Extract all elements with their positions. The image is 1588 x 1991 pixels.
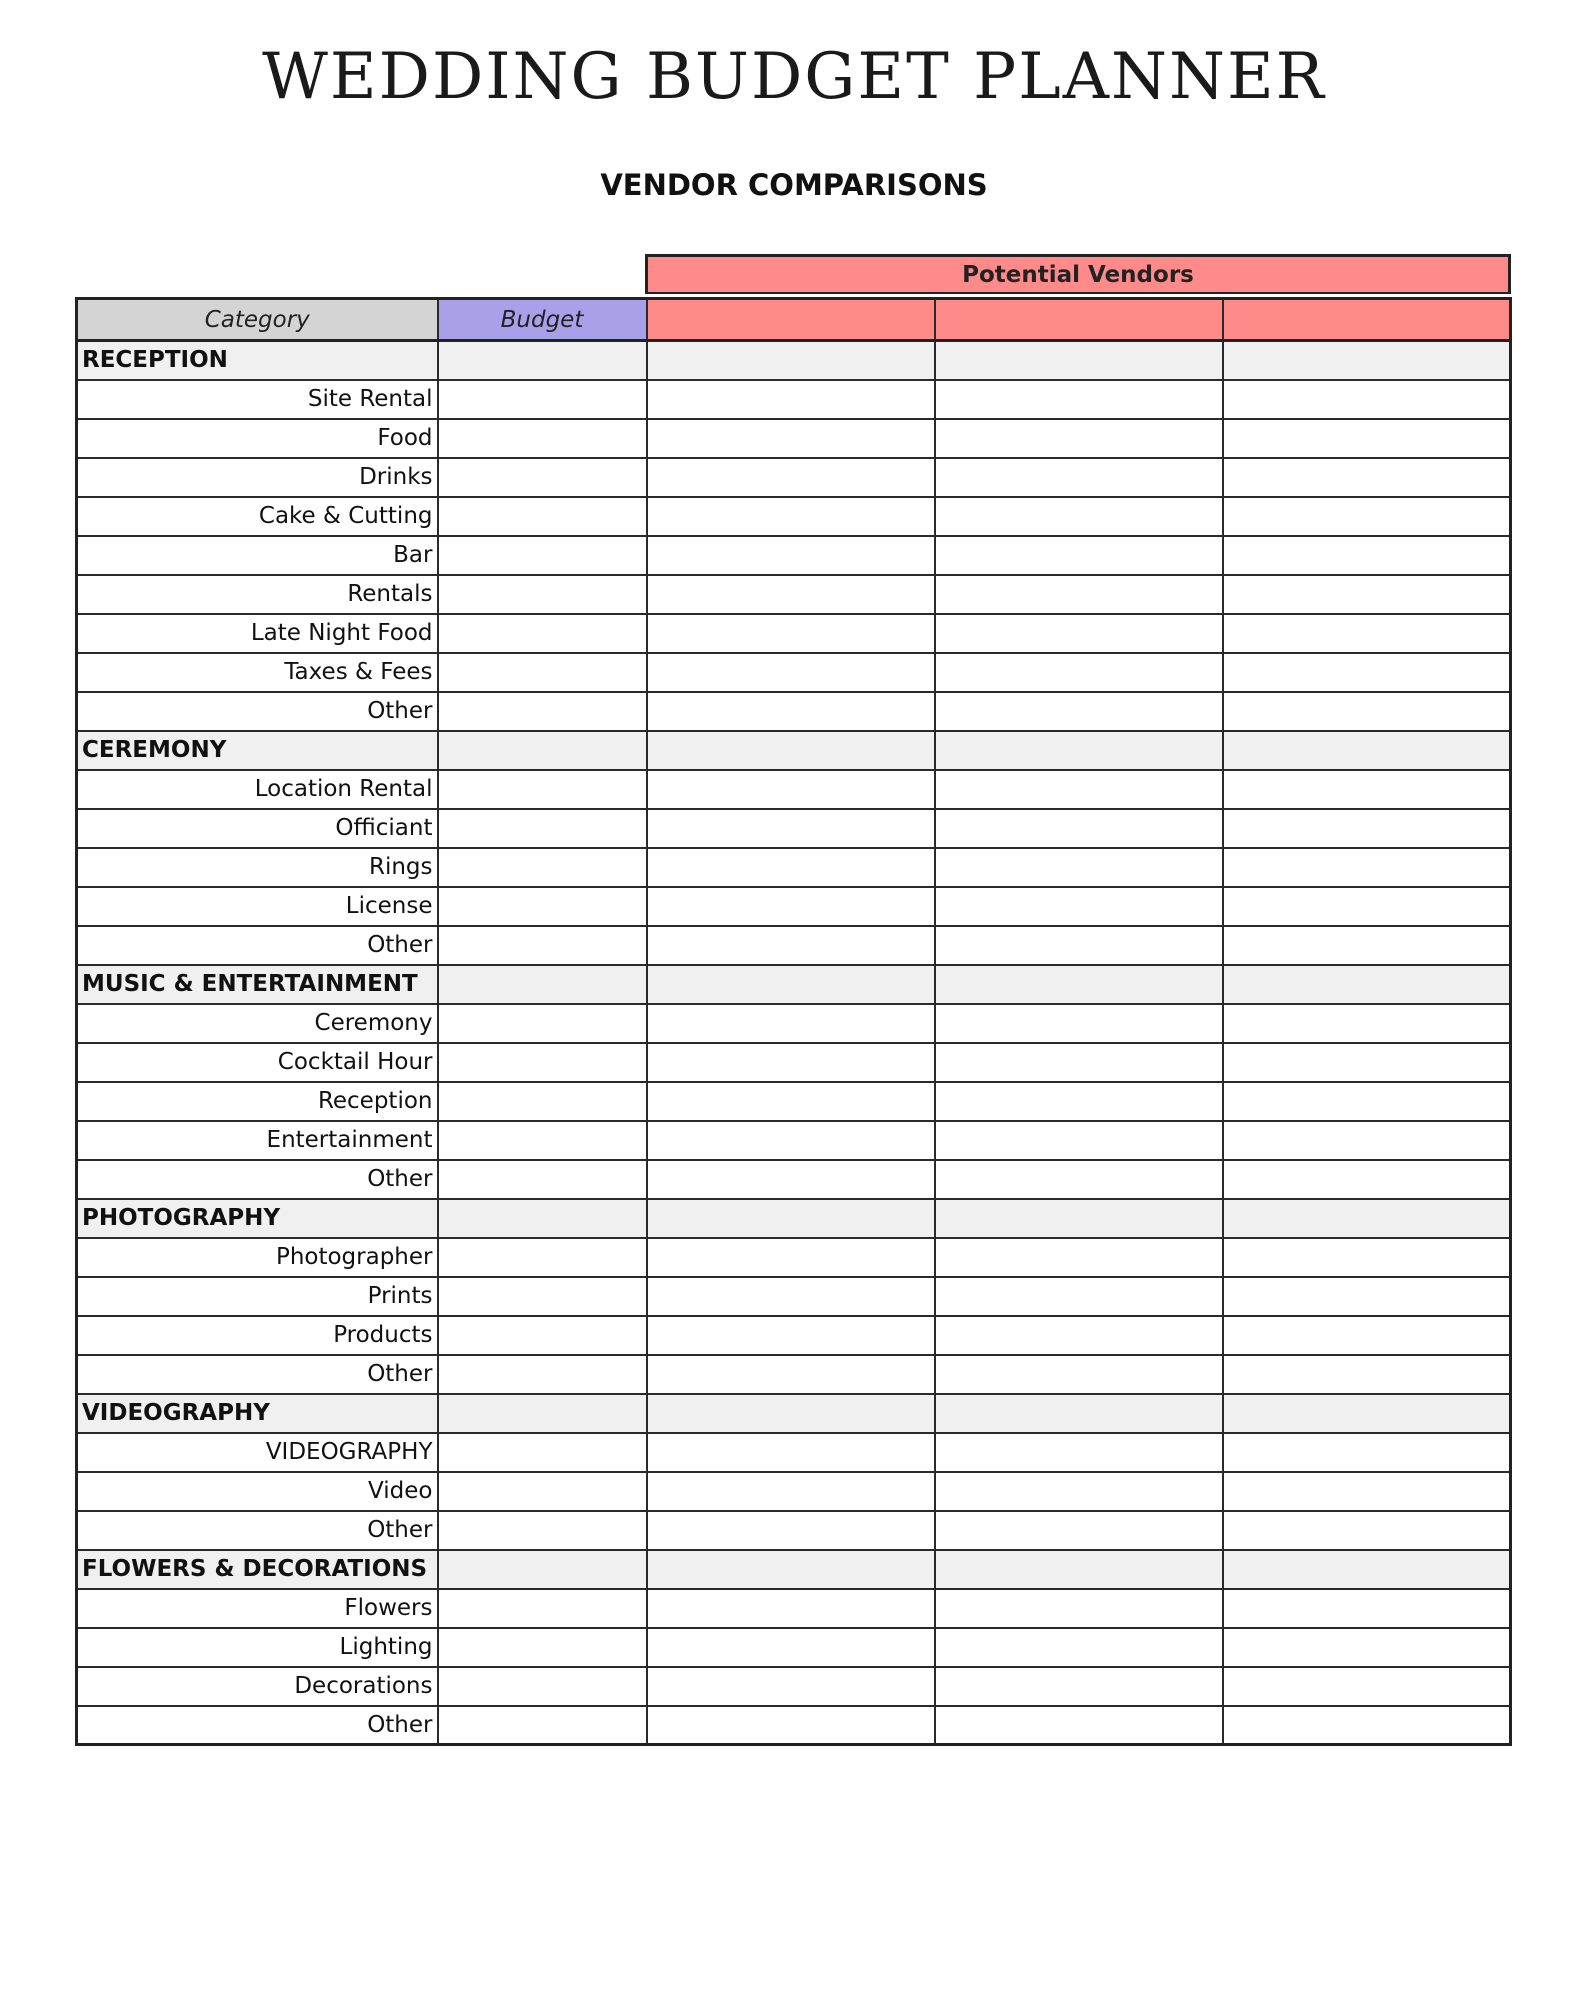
vendor-cell[interactable] xyxy=(647,1043,935,1082)
vendor-cell[interactable] xyxy=(935,1277,1223,1316)
vendor-cell[interactable] xyxy=(647,497,935,536)
item-label: Ceremony xyxy=(77,1004,438,1043)
vendor-cell[interactable] xyxy=(647,1277,935,1316)
vendor-cell[interactable] xyxy=(935,1667,1223,1706)
item-label: Prints xyxy=(77,1277,438,1316)
vendor-cell[interactable] xyxy=(647,809,935,848)
vendor-cell[interactable] xyxy=(1223,1589,1511,1628)
section-row xyxy=(77,1550,1511,1589)
vendor-cell[interactable] xyxy=(1223,1667,1511,1706)
vendor-cell[interactable] xyxy=(935,926,1223,965)
vendor-cell[interactable] xyxy=(935,1706,1223,1745)
item-label: Other xyxy=(77,1355,438,1394)
vendor-cell[interactable] xyxy=(647,1472,935,1511)
vendor-cell[interactable] xyxy=(1223,653,1511,692)
vendor-cell[interactable] xyxy=(1223,848,1511,887)
vendor-3-header[interactable] xyxy=(1223,299,1511,341)
item-label: Late Night Food xyxy=(77,614,438,653)
table-row xyxy=(77,614,1511,653)
table-row xyxy=(77,1706,1511,1745)
section-vendor-cell[interactable] xyxy=(1223,1199,1511,1238)
vendor-cell[interactable] xyxy=(935,1628,1223,1667)
vendor-1-header[interactable] xyxy=(647,299,935,341)
page-title: WEDDING BUDGET PLANNER xyxy=(262,40,1326,114)
budget-cell[interactable] xyxy=(438,458,647,497)
vendor-cell[interactable] xyxy=(1223,692,1511,731)
vendor-cell[interactable] xyxy=(647,1628,935,1667)
vendor-cell[interactable] xyxy=(1223,809,1511,848)
vendor-cell[interactable] xyxy=(935,1589,1223,1628)
vendor-cell[interactable] xyxy=(1223,1238,1511,1277)
vendor-cell[interactable] xyxy=(935,419,1223,458)
item-label: Drinks xyxy=(77,458,438,497)
table-row xyxy=(77,1043,1511,1082)
item-label: Flowers xyxy=(77,1589,438,1628)
table-row xyxy=(77,1667,1511,1706)
table-row xyxy=(77,809,1511,848)
vendor-cell[interactable] xyxy=(935,1472,1223,1511)
potential-vendors-header: Potential Vendors xyxy=(645,254,1511,294)
budget-cell[interactable] xyxy=(438,1355,647,1394)
section-vendor-cell[interactable] xyxy=(1223,341,1511,380)
vendor-cell[interactable] xyxy=(935,536,1223,575)
vendor-cell[interactable] xyxy=(647,575,935,614)
table-row xyxy=(77,497,1511,536)
section-vendor-cell[interactable] xyxy=(1223,731,1511,770)
section-vendor-cell[interactable] xyxy=(935,731,1223,770)
item-label: Other xyxy=(77,1160,438,1199)
item-label: Cocktail Hour xyxy=(77,1043,438,1082)
category-header: Category xyxy=(77,299,438,341)
item-label: License xyxy=(77,887,438,926)
section-vendor-cell[interactable] xyxy=(647,1199,935,1238)
budget-cell[interactable] xyxy=(438,575,647,614)
item-label: Video xyxy=(77,1472,438,1511)
item-label: Other xyxy=(77,1511,438,1550)
budget-cell[interactable] xyxy=(438,1043,647,1082)
budget-cell[interactable] xyxy=(438,497,647,536)
table-row xyxy=(77,770,1511,809)
section-budget-cell[interactable] xyxy=(438,1550,647,1589)
vendor-cell[interactable] xyxy=(935,1082,1223,1121)
table-row xyxy=(77,536,1511,575)
item-label: VIDEOGRAPHY xyxy=(77,1433,438,1472)
table-row xyxy=(77,1082,1511,1121)
vendor-cell[interactable] xyxy=(1223,1628,1511,1667)
item-label: Products xyxy=(77,1316,438,1355)
budget-header: Budget xyxy=(438,299,647,341)
item-label: Taxes & Fees xyxy=(77,653,438,692)
budget-cell[interactable] xyxy=(438,1433,647,1472)
item-label: Bar xyxy=(77,536,438,575)
vendor-cell[interactable] xyxy=(1223,536,1511,575)
vendor-cell[interactable] xyxy=(1223,1355,1511,1394)
section-budget-cell[interactable] xyxy=(438,965,647,1004)
table-row xyxy=(77,653,1511,692)
vendor-cell[interactable] xyxy=(935,614,1223,653)
vendor-cell[interactable] xyxy=(1223,497,1511,536)
section-vendor-cell[interactable] xyxy=(647,1394,935,1433)
item-label: Other xyxy=(77,692,438,731)
vendor-cell[interactable] xyxy=(935,653,1223,692)
vendor-cell[interactable] xyxy=(935,1433,1223,1472)
item-label: Decorations xyxy=(77,1667,438,1706)
budget-cell[interactable] xyxy=(438,1277,647,1316)
table-row xyxy=(77,419,1511,458)
section-label: MUSIC & ENTERTAINMENT xyxy=(77,965,438,1004)
section-vendor-cell[interactable] xyxy=(935,1394,1223,1433)
item-label: Other xyxy=(77,1706,438,1745)
vendor-cell[interactable] xyxy=(935,1160,1223,1199)
vendor-cell[interactable] xyxy=(1223,1511,1511,1550)
budget-grid xyxy=(75,254,1515,1894)
table-row xyxy=(77,458,1511,497)
table-body xyxy=(77,299,1511,1745)
vendor-cell[interactable] xyxy=(647,1160,935,1199)
budget-cell[interactable] xyxy=(438,1160,647,1199)
section-label: RECEPTION xyxy=(77,341,438,380)
budget-cell[interactable] xyxy=(438,419,647,458)
vendor-cell[interactable] xyxy=(647,536,935,575)
vendor-cell[interactable] xyxy=(647,770,935,809)
budget-cell[interactable] xyxy=(438,1238,647,1277)
budget-cell[interactable] xyxy=(438,887,647,926)
item-label: Rings xyxy=(77,848,438,887)
section-label: FLOWERS & DECORATIONS xyxy=(77,1550,438,1589)
vendor-cell[interactable] xyxy=(647,1316,935,1355)
section-budget-cell[interactable] xyxy=(438,731,647,770)
vendor-cell[interactable] xyxy=(647,926,935,965)
budget-cell[interactable] xyxy=(438,1589,647,1628)
vendor-cell[interactable] xyxy=(647,1121,935,1160)
table-row xyxy=(77,1004,1511,1043)
vendor-cell[interactable] xyxy=(935,458,1223,497)
table-row xyxy=(77,1589,1511,1628)
vendor-cell[interactable] xyxy=(1223,1043,1511,1082)
vendor-cell[interactable] xyxy=(647,1355,935,1394)
section-vendor-cell[interactable] xyxy=(935,1199,1223,1238)
budget-cell[interactable] xyxy=(438,614,647,653)
section-vendor-cell[interactable] xyxy=(935,341,1223,380)
page-subtitle: VENDOR COMPARISONS xyxy=(600,168,988,202)
section-vendor-cell[interactable] xyxy=(1223,1394,1511,1433)
vendor-cell[interactable] xyxy=(1223,1316,1511,1355)
item-label: Photographer xyxy=(77,1238,438,1277)
section-budget-cell[interactable] xyxy=(438,341,647,380)
section-row xyxy=(77,1199,1511,1238)
table-row xyxy=(77,848,1511,887)
table-row xyxy=(77,1511,1511,1550)
section-vendor-cell[interactable] xyxy=(935,965,1223,1004)
vendor-cell[interactable] xyxy=(1223,926,1511,965)
item-label: Food xyxy=(77,419,438,458)
section-vendor-cell[interactable] xyxy=(935,1550,1223,1589)
section-vendor-cell[interactable] xyxy=(647,731,935,770)
vendor-cell[interactable] xyxy=(1223,1004,1511,1043)
vendor-cell[interactable] xyxy=(647,1667,935,1706)
vendor-cell[interactable] xyxy=(935,380,1223,419)
budget-cell[interactable] xyxy=(438,1082,647,1121)
vendor-cell[interactable] xyxy=(1223,1433,1511,1472)
vendor-2-header[interactable] xyxy=(935,299,1223,341)
section-vendor-cell[interactable] xyxy=(1223,965,1511,1004)
budget-cell[interactable] xyxy=(438,1121,647,1160)
section-vendor-cell[interactable] xyxy=(647,1550,935,1589)
vendor-cell[interactable] xyxy=(935,1121,1223,1160)
section-row xyxy=(77,341,1511,380)
section-budget-cell[interactable] xyxy=(438,1394,647,1433)
table-row xyxy=(77,926,1511,965)
budget-cell[interactable] xyxy=(438,1511,647,1550)
vendor-cell[interactable] xyxy=(935,575,1223,614)
vendor-cell[interactable] xyxy=(1223,458,1511,497)
item-label: Reception xyxy=(77,1082,438,1121)
vendor-cell[interactable] xyxy=(647,1511,935,1550)
vendor-cell[interactable] xyxy=(935,1004,1223,1043)
budget-cell[interactable] xyxy=(438,692,647,731)
budget-cell[interactable] xyxy=(438,926,647,965)
budget-cell[interactable] xyxy=(438,1472,647,1511)
item-label: Lighting xyxy=(77,1628,438,1667)
vendor-cell[interactable] xyxy=(935,497,1223,536)
vendor-cell[interactable] xyxy=(935,770,1223,809)
vendor-cell[interactable] xyxy=(647,614,935,653)
item-label: Entertainment xyxy=(77,1121,438,1160)
vendor-cell[interactable] xyxy=(1223,1121,1511,1160)
item-label: Location Rental xyxy=(77,770,438,809)
header-row xyxy=(77,299,1511,341)
section-row xyxy=(77,965,1511,1004)
budget-cell[interactable] xyxy=(438,1628,647,1667)
table-row xyxy=(77,692,1511,731)
section-row xyxy=(77,1394,1511,1433)
vendor-cell[interactable] xyxy=(647,419,935,458)
section-label: VIDEOGRAPHY xyxy=(77,1394,438,1433)
section-budget-cell[interactable] xyxy=(438,1199,647,1238)
vendor-cell[interactable] xyxy=(1223,1082,1511,1121)
section-vendor-cell[interactable] xyxy=(647,965,935,1004)
vendor-cell[interactable] xyxy=(1223,614,1511,653)
vendor-cell[interactable] xyxy=(935,809,1223,848)
table-row xyxy=(77,1277,1511,1316)
vendor-cell[interactable] xyxy=(647,1706,935,1745)
section-row xyxy=(77,731,1511,770)
item-label: Officiant xyxy=(77,809,438,848)
vendor-cell[interactable] xyxy=(1223,380,1511,419)
table-row xyxy=(77,380,1511,419)
item-label: Other xyxy=(77,926,438,965)
vendor-cell[interactable] xyxy=(647,887,935,926)
budget-cell[interactable] xyxy=(438,1316,647,1355)
budget-cell[interactable] xyxy=(438,1004,647,1043)
table-row xyxy=(77,1628,1511,1667)
vendor-cell[interactable] xyxy=(647,848,935,887)
budget-cell[interactable] xyxy=(438,809,647,848)
vendor-cell[interactable] xyxy=(647,1082,935,1121)
section-label: CEREMONY xyxy=(77,731,438,770)
vendor-cell[interactable] xyxy=(935,1316,1223,1355)
vendor-cell[interactable] xyxy=(1223,1472,1511,1511)
table-row xyxy=(77,1160,1511,1199)
item-label: Site Rental xyxy=(77,380,438,419)
table-row xyxy=(77,1121,1511,1160)
budget-cell[interactable] xyxy=(438,770,647,809)
table-row xyxy=(77,1433,1511,1472)
budget-cell[interactable] xyxy=(438,1667,647,1706)
item-label: Rentals xyxy=(77,575,438,614)
budget-cell[interactable] xyxy=(438,1706,647,1745)
table-row xyxy=(77,1355,1511,1394)
budget-cell[interactable] xyxy=(438,536,647,575)
vendor-cell[interactable] xyxy=(647,1433,935,1472)
table-row xyxy=(77,887,1511,926)
section-vendor-cell[interactable] xyxy=(647,341,935,380)
vendor-cell[interactable] xyxy=(935,887,1223,926)
vendor-cell[interactable] xyxy=(647,458,935,497)
vendor-cell[interactable] xyxy=(935,1238,1223,1277)
vendor-cell[interactable] xyxy=(1223,419,1511,458)
vendor-cell[interactable] xyxy=(935,1355,1223,1394)
vendor-comparison-table xyxy=(75,297,1512,1746)
vendor-cell[interactable] xyxy=(647,380,935,419)
table-row xyxy=(77,1238,1511,1277)
table-row xyxy=(77,575,1511,614)
vendor-cell[interactable] xyxy=(1223,887,1511,926)
vendor-cell[interactable] xyxy=(935,848,1223,887)
vendor-cell[interactable] xyxy=(647,1004,935,1043)
vendor-cell[interactable] xyxy=(935,1511,1223,1550)
vendor-cell[interactable] xyxy=(1223,1706,1511,1745)
budget-cell[interactable] xyxy=(438,380,647,419)
table-row xyxy=(77,1472,1511,1511)
section-vendor-cell[interactable] xyxy=(1223,1550,1511,1589)
vendor-cell[interactable] xyxy=(647,1238,935,1277)
section-label: PHOTOGRAPHY xyxy=(77,1199,438,1238)
vendor-cell[interactable] xyxy=(647,653,935,692)
vendor-cell[interactable] xyxy=(1223,1277,1511,1316)
budget-cell[interactable] xyxy=(438,653,647,692)
budget-cell[interactable] xyxy=(438,848,647,887)
vendor-cell[interactable] xyxy=(647,692,935,731)
vendor-cell[interactable] xyxy=(647,1589,935,1628)
vendor-cell[interactable] xyxy=(1223,575,1511,614)
vendor-cell[interactable] xyxy=(1223,770,1511,809)
vendor-cell[interactable] xyxy=(935,1043,1223,1082)
vendor-cell[interactable] xyxy=(1223,1160,1511,1199)
vendor-cell[interactable] xyxy=(935,692,1223,731)
table-row xyxy=(77,1316,1511,1355)
item-label: Cake & Cutting xyxy=(77,497,438,536)
